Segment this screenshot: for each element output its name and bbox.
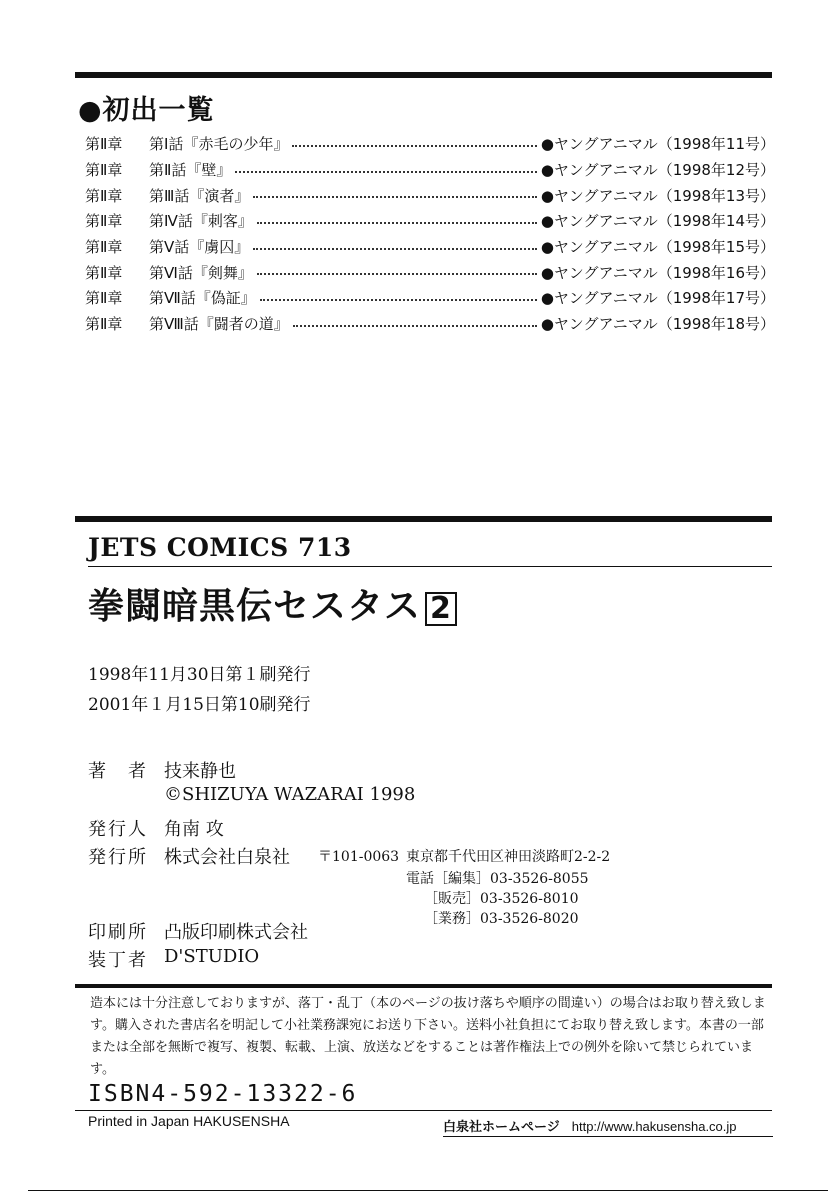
first-appearance-heading: ●初出一覧	[78, 95, 215, 126]
chapter-label: 第Ⅱ章	[85, 315, 123, 334]
homepage	[443, 1116, 737, 1135]
magazine-issue: ●ヤングアニマル（1998年14号）	[540, 212, 775, 231]
chapter-label: 第Ⅱ章	[85, 186, 123, 205]
top-rule	[75, 72, 772, 78]
magazine-issue: ●ヤングアニマル（1998年18号）	[540, 315, 775, 334]
dot-leader	[257, 265, 537, 275]
copyright-notice: ©SHIZUYA WAZARAI 1998	[164, 784, 416, 805]
author-name: 技来静也	[164, 761, 236, 782]
publisher-address: 東京都千代田区神田淡路町2-2-2	[406, 849, 611, 865]
magazine-issue: ●ヤングアニマル（1998年16号）	[540, 263, 775, 282]
list-item	[85, 259, 775, 285]
dot-leader	[292, 137, 536, 147]
chapter-label: 第Ⅱ章	[85, 135, 123, 154]
issuer-row	[88, 815, 224, 841]
episode-label: 第Ⅵ話	[149, 263, 193, 282]
designer-label: 装丁者	[88, 950, 148, 971]
first-appearance-list	[85, 131, 775, 337]
phone-editorial: 電話［編集］03-3526-8055	[406, 871, 589, 887]
episode-label: 第Ⅱ話	[149, 161, 187, 180]
printer-row	[88, 918, 308, 944]
series-underline	[88, 566, 772, 567]
episode-title: 『闘者の道』	[198, 315, 289, 334]
dot-leader	[293, 317, 537, 327]
homepage-underline	[443, 1136, 773, 1137]
episode-label: 第Ⅳ話	[149, 212, 193, 231]
list-item	[85, 285, 775, 311]
episode-label: 第Ⅰ話	[149, 135, 184, 154]
copyright-row	[88, 784, 415, 805]
author-row	[88, 757, 236, 783]
list-item	[85, 234, 775, 260]
magazine-issue: ●ヤングアニマル（1998年17号）	[540, 289, 775, 308]
magazine-issue: ●ヤングアニマル（1998年13号）	[540, 186, 775, 205]
postal-code: 〒101-0063	[318, 849, 400, 865]
issuer-label: 発行人	[88, 819, 148, 840]
chapter-label: 第Ⅱ章	[85, 161, 123, 180]
chapter-label: 第Ⅱ章	[85, 289, 123, 308]
homepage-label: 白泉社ホームページ	[443, 1119, 560, 1134]
book-title-text: 拳闘暗黒伝セスタス	[88, 586, 422, 627]
dot-leader	[253, 240, 537, 250]
volume-number: 2	[425, 592, 457, 626]
author-label: 著 者	[88, 761, 148, 782]
episode-label: 第Ⅶ話	[149, 289, 196, 308]
printed-in: Printed in Japan HAKUSENSHA	[88, 1113, 290, 1129]
dot-leader	[260, 291, 537, 301]
colophon-rule	[75, 516, 772, 522]
magazine-issue: ●ヤングアニマル（1998年12号）	[540, 161, 775, 180]
dot-leader	[253, 188, 536, 198]
series-name: JETS COMICS 713	[88, 533, 352, 562]
notice-text: 造本には十分注意しておりますが、落丁・乱丁（本のページの抜け落ちや順序の間違い）の場合はお取り替え致します。購入された書店名を明記して小社業務課宛にお送り下さい。送料小社負担にてお取り替え致します。本書の一部または全部を無断で複写、複製、転載、上演、放送などをすることは著作権法上での例外を除いて禁じられています。	[90, 996, 766, 1077]
list-item	[85, 311, 775, 337]
episode-title: 『剣舞』	[192, 263, 253, 282]
printer-label: 印刷所	[88, 922, 148, 943]
publisher-name: 株式会社白泉社	[164, 847, 290, 868]
list-item	[85, 157, 775, 183]
first-print-date: 1998年11月30日第１刷発行	[88, 665, 311, 685]
episode-label: 第Ⅷ話	[149, 315, 199, 334]
chapter-label: 第Ⅱ章	[85, 263, 123, 282]
designer-row	[88, 946, 259, 972]
chapter-label: 第Ⅱ章	[85, 212, 123, 231]
list-item	[85, 131, 775, 157]
phone-operations: ［業務］03-3526-8020	[424, 911, 579, 927]
book-title	[88, 578, 457, 629]
publisher-label: 発行所	[88, 847, 148, 868]
isbn: ISBN4-592-13322-6	[88, 1081, 358, 1107]
dot-leader	[257, 214, 537, 224]
bottom-rule	[28, 1190, 828, 1191]
isbn-underline	[75, 1110, 772, 1111]
dot-leader	[235, 163, 536, 173]
episode-title: 『偽証』	[195, 289, 256, 308]
magazine-issue: ●ヤングアニマル（1998年11号）	[540, 135, 775, 154]
homepage-url[interactable]: http://www.hakusensha.co.jp	[571, 1119, 737, 1134]
designer-name: D'STUDIO	[164, 946, 260, 967]
printer-name: 凸版印刷株式会社	[164, 922, 308, 943]
episode-title: 『刺客』	[192, 212, 253, 231]
list-item	[85, 208, 775, 234]
episode-label: 第Ⅴ話	[149, 238, 190, 257]
phone-sales: ［販売］03-3526-8010	[424, 891, 579, 907]
chapter-label: 第Ⅱ章	[85, 238, 123, 257]
magazine-issue: ●ヤングアニマル（1998年15号）	[540, 238, 775, 257]
episode-title: 『演者』	[189, 186, 250, 205]
issuer-name: 角南 攻	[164, 819, 224, 840]
episode-title: 『赤毛の少年』	[183, 135, 289, 154]
episode-title: 『虜囚』	[189, 238, 250, 257]
notice-rule	[75, 984, 772, 988]
episode-label: 第Ⅲ話	[149, 186, 190, 205]
episode-title: 『壁』	[186, 161, 232, 180]
tenth-print-date: 2001年１月15日第10刷発行	[88, 695, 311, 715]
publisher-row	[88, 843, 290, 869]
list-item	[85, 182, 775, 208]
